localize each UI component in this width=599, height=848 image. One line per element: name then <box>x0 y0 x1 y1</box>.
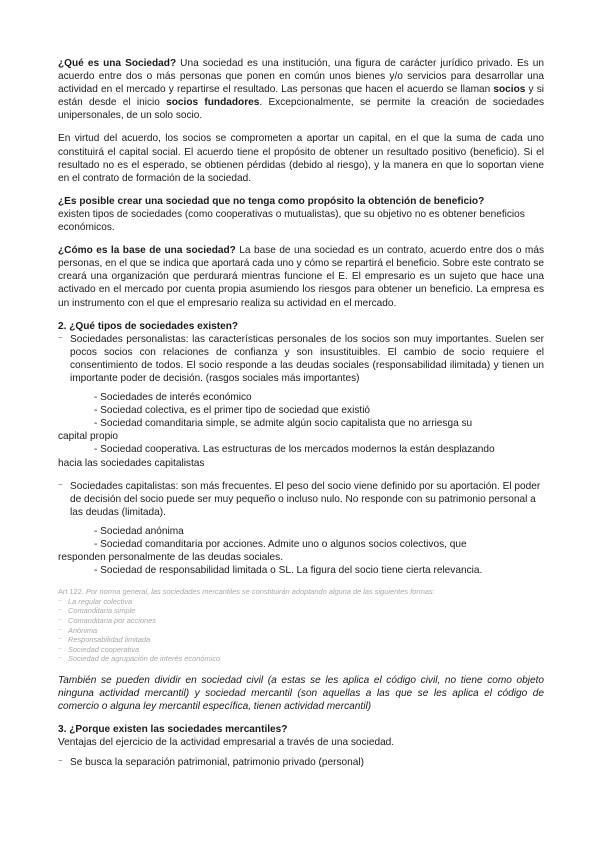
article-list-item <box>58 606 544 616</box>
question-que-es-sociedad: ¿Qué es una Sociedad? <box>58 58 177 69</box>
article-list-item <box>58 645 544 655</box>
dash-bullet: ⁻ <box>58 616 62 626</box>
item-text: Sociedad de agrupación de interés económico <box>68 654 221 664</box>
paragraph-que-es-sociedad <box>58 57 544 122</box>
section-3-intro: Ventajas del ejercicio de la actividad empresarial a través de una sociedad. <box>58 737 395 749</box>
dash-bullet: ⁻ <box>58 635 62 645</box>
question-base-sociedad: ¿Cómo es la base de una sociedad? <box>58 245 236 257</box>
item-text: La regular colectiva <box>68 596 133 606</box>
heading-text: 2. ¿Qué tipos de sociedades existen? <box>58 320 239 332</box>
section-3-heading <box>58 723 544 736</box>
bullet-capitalistas <box>58 480 544 519</box>
answer-sin-beneficio: existen tipos de sociedades (como cooperativas o mutualistas), que su objetivo no es obtener beneficios económicos. <box>58 208 525 234</box>
dash-bullet: ⁻ <box>58 480 63 491</box>
text-capitalistas: Sociedades capitalistas: son más frecuentes. El peso del socio viene definido por su aportación. El poder de decisión del socio puede ser muy pequeño o incluso nulo. No responde con su patrimonio personal a las deudas (limitada). <box>70 480 541 518</box>
list-item-continuation: capital propio <box>58 431 119 443</box>
dash-bullet: ⁻ <box>58 606 62 616</box>
section-2-heading <box>58 320 544 333</box>
text: y si están desde el inicio <box>58 84 545 109</box>
article-list-item <box>58 616 544 626</box>
text: La base de una sociedad es un contrato, acuerdo entre dos o más personas, en el que se indica que aportará cada uno y cómo se repartirá el beneficio. Sobre este contrato se creará una organización que perdurará mientras funcione el E. El empresario es un sujeto que hace una activado en el mercado por cuenta propia asumiendo los riesgos para obtener un beneficio. La empresa es un instrumento con el que el empresario realiza su actividad en el mercado. <box>58 245 544 309</box>
item-text: Comanditaria simple <box>68 606 136 616</box>
text-personalistas: Sociedades personalistas: las características personales de los socios son muy importantes. Suelen ser pocos socios con relaciones de confianza y son insustituibles. El cambio de socio requiere el consentimiento de todos. El socio responde a las deudas sociales (responsabilidad ilimitada) y tienen un importante poder de decisión. (rasgos sociales más importantes) <box>70 333 544 384</box>
dash-bullet: ⁻ <box>58 596 62 606</box>
article-list-item <box>58 654 544 664</box>
list-item: - Sociedades de interés económico <box>94 392 252 404</box>
article-122-intro <box>58 587 544 597</box>
item-text: Anónima <box>68 625 98 635</box>
dash-bullet: ⁻ <box>58 644 62 654</box>
list-item: - Sociedad colectiva, es el primer tipo de sociedad que existió <box>94 405 371 417</box>
list-item-continuation: responden personalmente de las deudas sociales. <box>58 552 284 564</box>
article-list-item <box>58 597 544 607</box>
list-item: - Sociedad anónima <box>94 525 184 537</box>
article-list-item <box>58 626 544 636</box>
list-item: - Sociedad cooperativa. Las estructuras de los mercados modernos la están desplazando <box>94 444 495 456</box>
article-list-item <box>58 635 544 645</box>
dash-bullet: ⁻ <box>58 654 62 664</box>
paragraph-acuerdo: En virtud del acuerdo, los socios se comprometen a aportar un capital, en el que la suma de cada uno constituirá el capital social. El acuerdo tiene el propósito de obtener un resultado positivo (beneficio). Si el resultado no es el esperado, se obtienen pérdidas (debido al riesgo), y la manera en que lo soportan viene en el contrato de formación de la sociedad. <box>58 133 544 184</box>
list-item: - Sociedad de responsabilidad limitada o SL. La figura del socio tiene cierta relevancia. <box>94 565 483 577</box>
paragraph-sin-beneficio <box>58 195 544 234</box>
text: . Excepcionalmente, se permite la creación de sociedades unipersonales, de un solo socio. <box>58 97 544 122</box>
bullet-separacion <box>58 756 544 769</box>
heading-text: 3. ¿Porque existen las sociedades mercantiles? <box>58 724 288 736</box>
item-text: Sociedad cooperativa <box>68 644 140 654</box>
term-socios-fundadores: socios fundadores <box>166 97 260 109</box>
article-122-quote <box>58 587 544 664</box>
item-text: Comanditaria por acciones <box>68 616 156 626</box>
list-item-continuation: hacia las sociedades capitalistas <box>58 457 205 469</box>
paragraph-base-sociedad <box>58 244 544 309</box>
bullet-personalistas <box>58 333 544 385</box>
article-label: Art 122. <box>58 587 84 597</box>
list-item: - Sociedad comanditaria simple, se admite algún socio capitalista que no arriesga su <box>94 418 473 430</box>
dash-bullet: ⁻ <box>58 333 63 344</box>
text: Una sociedad es una institución, una figura de carácter jurídico privado. Es un acuerdo entre dos o más personas que ponen en común unos bienes y/o servicios para desarrollar una actividad en el mercado y repartirse el resultado. Las personas que hacen el acuerdo se llaman <box>58 58 544 96</box>
item-text: Responsabilidad limitada <box>68 635 151 645</box>
document-page <box>58 57 544 769</box>
question-sin-beneficio: ¿Es posible crear una sociedad que no tenga como propósito la obtención de beneficio? <box>58 195 485 207</box>
paragraph-civil-mercantil: También se pueden dividir en sociedad civil (a estas se les aplica el código civil, no tiene como objeto ninguna actividad mercantil) y sociedad mercantil (son aquellas a las que se les aplica el código de comercio o alguna ley mercantil específica, tienen actividad mercantil) <box>58 675 544 713</box>
list-item: - Sociedad comanditaria por acciones. Admite uno o algunos socios colectivos, que <box>94 539 467 550</box>
dash-bullet: ⁻ <box>58 756 63 767</box>
term-socios: socios <box>493 84 526 96</box>
text-separacion: Se busca la separación patrimonial, patrimonio privado (personal) <box>70 756 364 768</box>
article-text: Por norma general, las sociedades mercantiles se constituirán adoptando alguna de las siguientes formas: <box>83 587 435 597</box>
dash-bullet: ⁻ <box>58 625 62 635</box>
